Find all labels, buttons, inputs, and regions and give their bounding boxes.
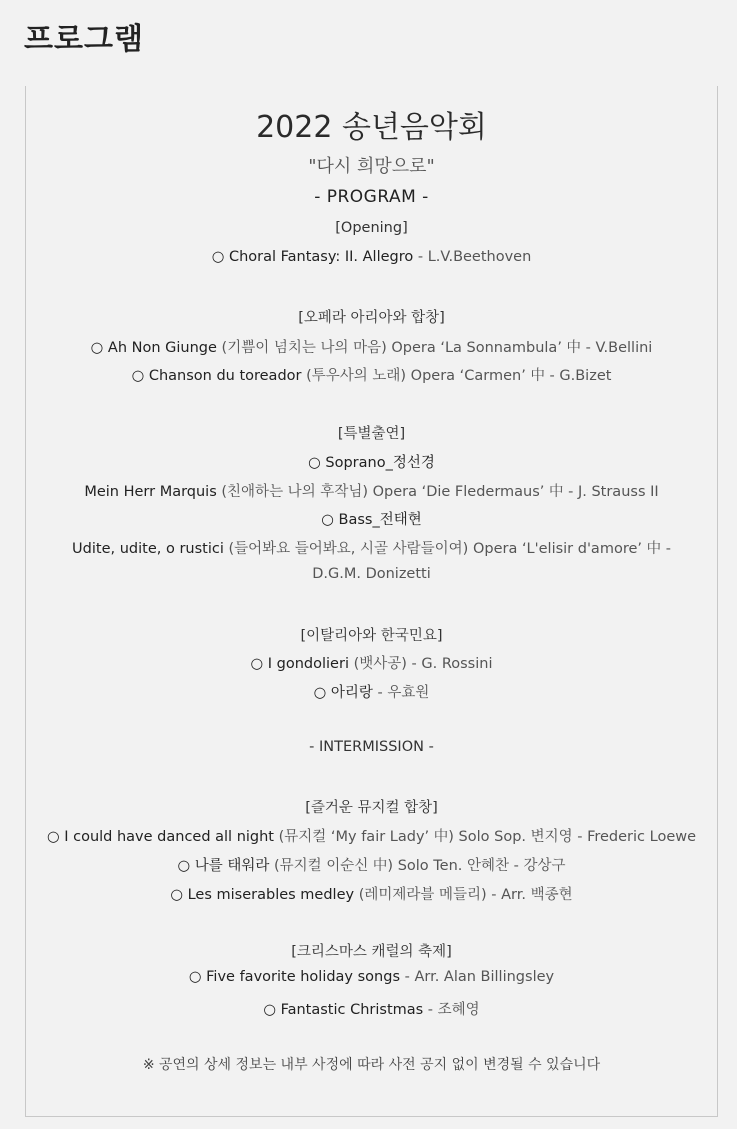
piece-detail: (들어봐요 들어봐요, 시골 사람들이여) Opera ‘L'elisir d'amore’ 中 -: [223, 541, 671, 557]
page-title: 프로그램: [24, 22, 144, 57]
piece-detail: (기쁨이 넘치는 나의 마음) Opera ‘La Sonnambula’ 中 - V.Bellini: [216, 340, 653, 356]
program-panel: [25, 86, 718, 1117]
piece-detail: (투우사의 노래) Opera ‘Carmen’ 中 - G.Bizet: [301, 368, 612, 384]
program-item: [26, 681, 717, 702]
piece-title: ○ Five favorite holiday songs: [188, 969, 400, 985]
piece-title: ○ Chanson du toreador: [131, 368, 302, 384]
piece-title: ○ I could have danced all night: [46, 829, 274, 845]
piece-detail: - 조혜영: [423, 1002, 480, 1018]
program-item: [26, 480, 717, 501]
piece-detail: - Arr. Alan Billingsley: [400, 969, 555, 985]
program-item: [26, 998, 717, 1019]
piece-title: ○ Les miserables medley: [170, 887, 355, 903]
piece-detail: (뮤지컬 ‘My fair Lady’ 中) Solo Sop. 변지영 - Frederic Loewe: [274, 829, 697, 845]
program-item: [26, 364, 717, 385]
piece-title: ○ 나를 태워라: [177, 858, 270, 874]
composer: D.G.M. Donizetti: [312, 566, 431, 582]
piece-title: ○ Choral Fantasy: II. Allegro: [211, 249, 414, 265]
program-item: [26, 652, 717, 673]
section-header-opera: [오페라 아리아와 합창]: [298, 310, 445, 326]
program-item: [26, 969, 717, 985]
change-notice: ※ 공연의 상세 정보는 내부 사정에 따라 사전 공지 없이 변경될 수 있습니다: [142, 1057, 601, 1073]
section-header-special: [특별출연]: [337, 426, 406, 442]
piece-detail: - L.V.Beethoven: [413, 249, 532, 265]
piece-title: ○ Fantastic Christmas: [263, 1002, 424, 1018]
piece-title: ○ Ah Non Giunge: [90, 340, 217, 356]
piece-title: ○ I gondolieri: [250, 656, 349, 672]
section-header-opening: [Opening]: [335, 220, 408, 236]
performer-name: ○ Bass_전태현: [321, 512, 422, 528]
piece-detail: - 우효원: [372, 685, 430, 701]
performer-bass: [26, 508, 717, 529]
program-item: [26, 825, 717, 846]
program-item: [26, 249, 717, 265]
concert-subtitle: "다시 희망으로": [308, 156, 435, 177]
intermission: - INTERMISSION -: [309, 739, 434, 755]
piece-detail: (친애하는 나의 후작님) Opera ‘Die Fledermaus’ 中 - J. Strauss II: [216, 484, 659, 500]
piece-detail: (뱃사공) - G. Rossini: [348, 656, 493, 672]
section-header-musical: [즐거운 뮤지컬 합창]: [305, 800, 438, 816]
concert-title: 2022 송년음악회: [256, 110, 487, 145]
program-item: [26, 883, 717, 904]
piece-title: ○ 아리랑: [313, 685, 373, 701]
program-item: [26, 854, 717, 875]
program-heading: - PROGRAM -: [314, 187, 429, 207]
performer-name: ○ Soprano_정선경: [308, 455, 435, 471]
section-header-folk: [이탈리아와 한국민요]: [300, 628, 443, 644]
program-item: [26, 336, 717, 357]
program-item-continued: [26, 566, 717, 582]
program-item: [26, 537, 717, 558]
piece-detail: (뮤지컬 이순신 中) Solo Ten. 안혜찬 - 강상구: [269, 858, 566, 874]
piece-title: Mein Herr Marquis: [84, 484, 217, 500]
section-header-christmas: [크리스마스 캐럴의 축제]: [291, 944, 452, 960]
piece-detail: (레미제라블 메들리) - Arr. 백종현: [354, 887, 573, 903]
performer-soprano: [26, 451, 717, 472]
piece-title: Udite, udite, o rustici: [72, 541, 224, 557]
